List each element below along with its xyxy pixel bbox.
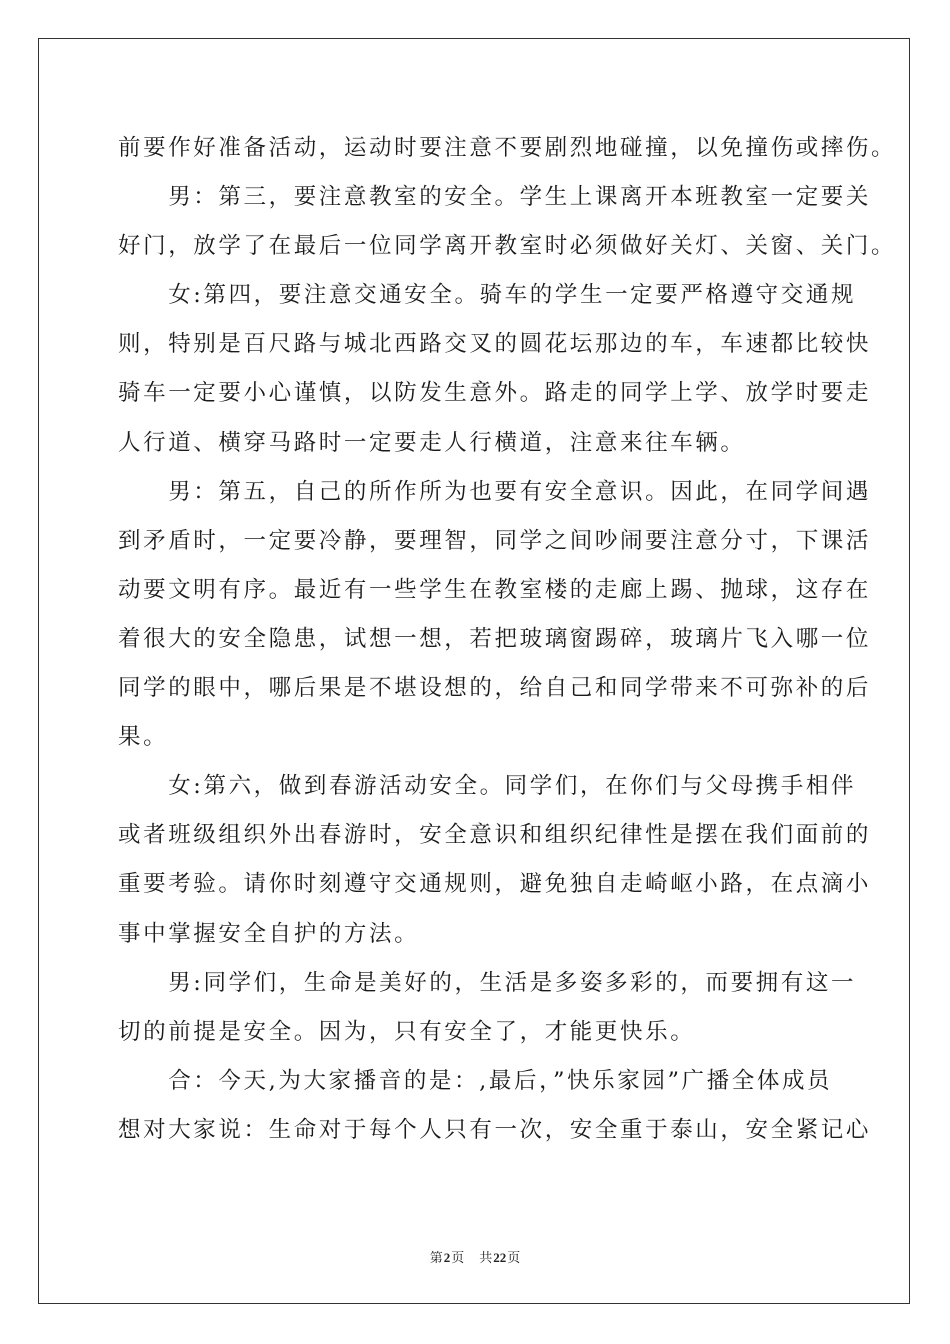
- page-number: 2: [443, 1250, 451, 1265]
- text-line: 骑车一定要小心谨慎，以防发生意外。路走的同学上学、放学时要走: [118, 380, 872, 407]
- text-line: 男:同学们，生命是美好的，生活是多姿多彩的，而要拥有这一: [118, 969, 857, 996]
- text-line: 男：第三，要注意教室的安全。学生上课离开本班教室一定要关: [118, 184, 872, 211]
- text-line: 好门，放学了在最后一位同学离开教室时必须做好关灯、关窗、关门。: [118, 233, 897, 260]
- total-unit: 页: [507, 1250, 521, 1265]
- total-pages: 22: [493, 1250, 507, 1265]
- text-line: 果。: [118, 724, 169, 751]
- text-line: 合：今天,为大家播音的是：,最后，”快乐家园”广播全体成员: [118, 1067, 833, 1094]
- text-line: 女:第四，要注意交通安全。骑车的学生一定要严格遵守交通规: [118, 282, 857, 309]
- text-line: 人行道、横穿马路时一定要走人行横道，注意来往车辆。: [118, 429, 746, 456]
- text-line: 动要文明有序。最近有一些学生在教室楼的走廊上踢、抛球，这存在: [118, 576, 872, 603]
- text-line: 女:第六，做到春游活动安全。同学们，在你们与父母携手相伴: [118, 773, 857, 800]
- text-line: 则，特别是百尺路与城北西路交叉的圆花坛那边的车，车速都比较快: [118, 331, 872, 358]
- text-line: 着很大的安全隐患，试想一想，若把玻璃窗踢碎，玻璃片飞入哪一位: [118, 625, 872, 652]
- text-line: 男：第五，自己的所作所为也要有安全意识。因此，在同学间遇: [118, 478, 872, 505]
- document-body: [118, 124, 897, 1155]
- page-footer: [0, 1247, 950, 1266]
- text-line: 想对大家说：生命对于每个人只有一次，安全重于泰山，安全紧记心: [118, 1116, 872, 1143]
- text-line: 到矛盾时，一定要冷静，要理智，同学之间吵闹要注意分寸，下课活: [118, 527, 872, 554]
- text-line: 重要考验。请你时刻遵守交通规则，避免独自走崎岖小路，在点滴小: [118, 871, 872, 898]
- total-label: 共: [479, 1250, 493, 1265]
- text-line: 或者班级组织外出春游时，安全意识和组织纪律性是摆在我们面前的: [118, 822, 872, 849]
- text-line: 同学的眼中，哪后果是不堪设想的，给自己和同学带来不可弥补的后: [118, 675, 872, 702]
- page-unit: 页: [451, 1250, 465, 1265]
- text-line: 前要作好准备活动，运动时要注意不要剧烈地碰撞，以免撞伤或摔伤。: [118, 135, 897, 161]
- page-label: 第: [429, 1250, 443, 1265]
- text-line: 事中掌握安全自护的方法。: [118, 920, 420, 947]
- text-line: 切的前提是安全。因为，只有安全了，才能更快乐。: [118, 1018, 696, 1045]
